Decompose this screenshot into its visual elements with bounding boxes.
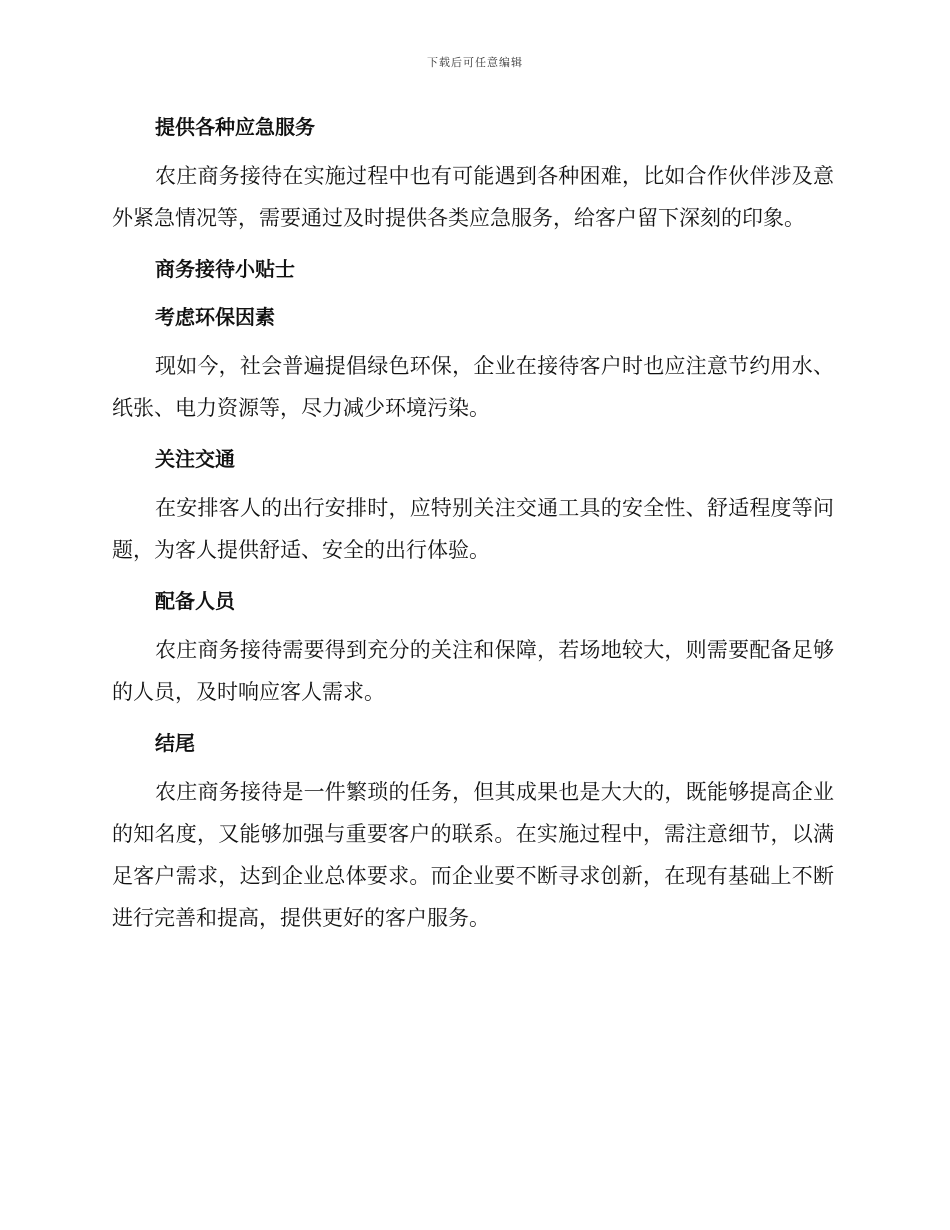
- section-paragraph-environment: 现如今，社会普遍提倡绿色环保，企业在接待客户时也应注意节约用水、纸张、电力资源等，尽力减少环境污染。: [112, 354, 834, 420]
- section-paragraph-traffic: 在安排客人的出行安排时，应特别关注交通工具的安全性、舒适程度等问题，为客人提供舒适、安全的出行体验。: [112, 496, 834, 562]
- section-heading-environment: 考虑环保因素: [155, 305, 275, 329]
- section-heading-emergency-service: 提供各种应急服务: [155, 115, 315, 139]
- section-heading-traffic: 关注交通: [155, 447, 235, 471]
- page-header: 下载后可任意编辑: [427, 56, 523, 69]
- section-heading-staffing: 配备人员: [155, 589, 235, 613]
- section-paragraph-conclusion: 农庄商务接待是一件繁琐的任务，但其成果也是大大的，既能够提高企业的知名度，又能够加强与重要客户的联系。在实施过程中，需注意细节，以满足客户需求，达到企业总体要求。而企业要不断寻求创新，在现有基础上不断进行完善和提高，提供更好的客户服务。: [112, 780, 834, 930]
- section-paragraph-staffing: 农庄商务接待需要得到充分的关注和保障，若场地较大，则需要配备足够的人员，及时响应客人需求。: [112, 638, 834, 704]
- section-heading-conclusion: 结尾: [155, 731, 195, 755]
- section-paragraph-emergency-service: 农庄商务接待在实施过程中也有可能遇到各种困难，比如合作伙伴涉及意外紧急情况等，需要通过及时提供各类应急服务，给客户留下深刻的印象。: [112, 164, 834, 230]
- section-heading-tips: 商务接待小贴士: [155, 257, 295, 281]
- document-body: [112, 107, 834, 939]
